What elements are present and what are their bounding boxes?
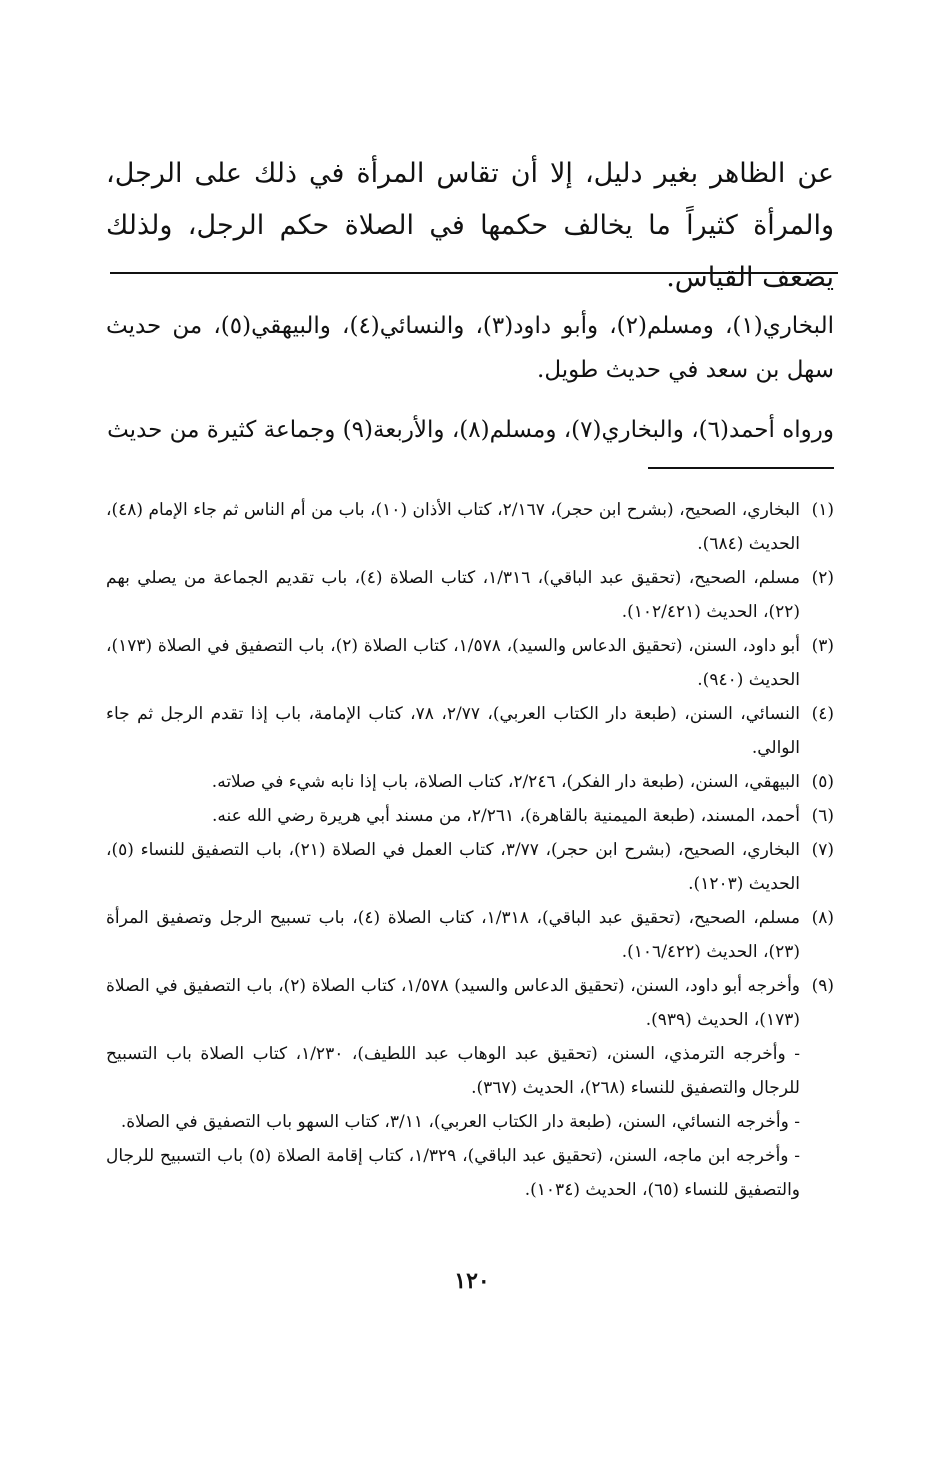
footnote: [106, 629, 834, 697]
main-text-paragraph: عن الظاهر بغير دليل، إلا أن تقاس المرأة في ذلك على الرجل، والمرأة كثيراً ما يخالف حكمها في الصلاة حكم الرجل، ولذلك يضعف القياس.: [106, 158, 834, 293]
footnote-text: البخاري، الصحيح، (بشرح ابن حجر)، ٢/١٦٧، كتاب الأذان (١٠)، باب من أم الناس ثم جاء الإمام (٤٨)، الحديث (٦٨٤).: [106, 500, 800, 554]
footnote: [106, 969, 834, 1037]
footnote-number: (٥): [811, 772, 834, 792]
footnote-number: (٢): [811, 568, 834, 588]
footnote-text: أبو داود، السنن، (تحقيق الدعاس والسيد)، ١/٥٧٨، كتاب الصلاة (٢)، باب التصفيق في الصلاة (١٧٣)، الحديث (٩٤٠).: [106, 636, 800, 690]
footnote-text: البخاري، الصحيح، (بشرح ابن حجر)، ٣/٧٧، كتاب العمل في الصلاة (٢١)، باب التصفيق للنساء (٥)، الحديث (١٢٠٣).: [106, 840, 800, 894]
footnotes-list: [106, 493, 834, 1207]
footnote: [106, 493, 834, 561]
footnote-text: - وأخرجه ابن ماجه، السنن، (تحقيق عبد الباقي)، ١/٣٢٩، كتاب إقامة الصلاة (٥) باب التسبيح للرجال والتصفيق للنساء (٦٥)، الحديث (١٠٣٤).: [106, 1146, 800, 1200]
footnote: [106, 765, 834, 799]
footnote: [106, 901, 834, 969]
footnote-number: (٤): [811, 704, 834, 724]
footnote-number: (١): [811, 500, 834, 520]
footnote-text: مسلم، الصحيح، (تحقيق عبد الباقي)، ١/٣١٦، كتاب الصلاة (٤)، باب تقديم الجماعة من يصلي بهم (٢٢)، الحديث (١٠٢/٤٢١).: [106, 568, 801, 622]
footnote-text: - وأخرجه الترمذي، السنن، (تحقيق عبد الوهاب عبد اللطيف)، ١/٢٣٠، كتاب الصلاة باب التسبيح للرجال والتصفيق للنساء (٢٦٨)، الحديث (٣٦٧).: [106, 1044, 800, 1098]
footnote-text: وأخرجه أبو داود، السنن، (تحقيق الدعاس والسيد) ١/٥٧٨، كتاب الصلاة (٢)، باب التصفيق في الصلاة (١٧٣)، الحديث (٩٣٩).: [106, 976, 800, 1030]
footnote-continuation: [106, 1139, 834, 1207]
footnote-text: - وأخرجه النسائي، السنن، (طبعة دار الكتاب العربي)، ٣/١١، كتاب السهو باب التصفيق في الصلاة.: [120, 1112, 800, 1132]
footnote-number: (٨): [811, 908, 834, 928]
footnote: [106, 833, 834, 901]
footnote-divider: [648, 467, 834, 469]
footnote-number: (٩): [811, 976, 834, 996]
footnote: [106, 697, 834, 765]
section-divider: [110, 272, 838, 274]
footnote-continuation: [106, 1037, 834, 1105]
footnote-number: (٧): [811, 840, 834, 860]
footnote-number: (٦): [811, 806, 834, 826]
page-number: ١٢٠: [454, 1268, 490, 1294]
note-paragraph-2: ورواه أحمد(٦)، والبخاري(٧)، ومسلم(٨)، والأربعة(٩) وجماعة كثيرة من حديث: [107, 417, 834, 443]
footnote: [106, 799, 834, 833]
footnote-text: مسلم، الصحيح، (تحقيق عبد الباقي)، ١/٣١٨، كتاب الصلاة (٤)، باب تسبيح الرجل وتصفيق المرأة (٢٣)، الحديث (١٠٦/٤٢٢).: [106, 908, 800, 962]
footnote-text: النسائي، السنن، (طبعة دار الكتاب العربي)، ٢/٧٧، ٧٨، كتاب الإمامة، باب إذا تقدم الرجل ثم جاء الوالي.: [106, 704, 801, 758]
footnote-continuation: [106, 1105, 834, 1139]
footnote-number: (٣): [811, 636, 834, 656]
footnote: [106, 561, 834, 629]
footnote-text: أحمد، المسند، (طبعة الميمنية بالقاهرة)، ٢/٢٦١، من مسند أبي هريرة رضي الله عنه.: [211, 806, 800, 826]
note-paragraph-1: البخاري(١)، ومسلم(٢)، وأبو داود(٣)، والنسائي(٤)، والبيهقي(٥)، من حديث سهل بن سعد في حديث طويل.: [106, 313, 834, 383]
footnote-text: البيهقي، السنن، (طبعة دار الفكر)، ٢/٢٤٦، كتاب الصلاة، باب إذا نابه شيء في صلاته.: [211, 772, 800, 792]
